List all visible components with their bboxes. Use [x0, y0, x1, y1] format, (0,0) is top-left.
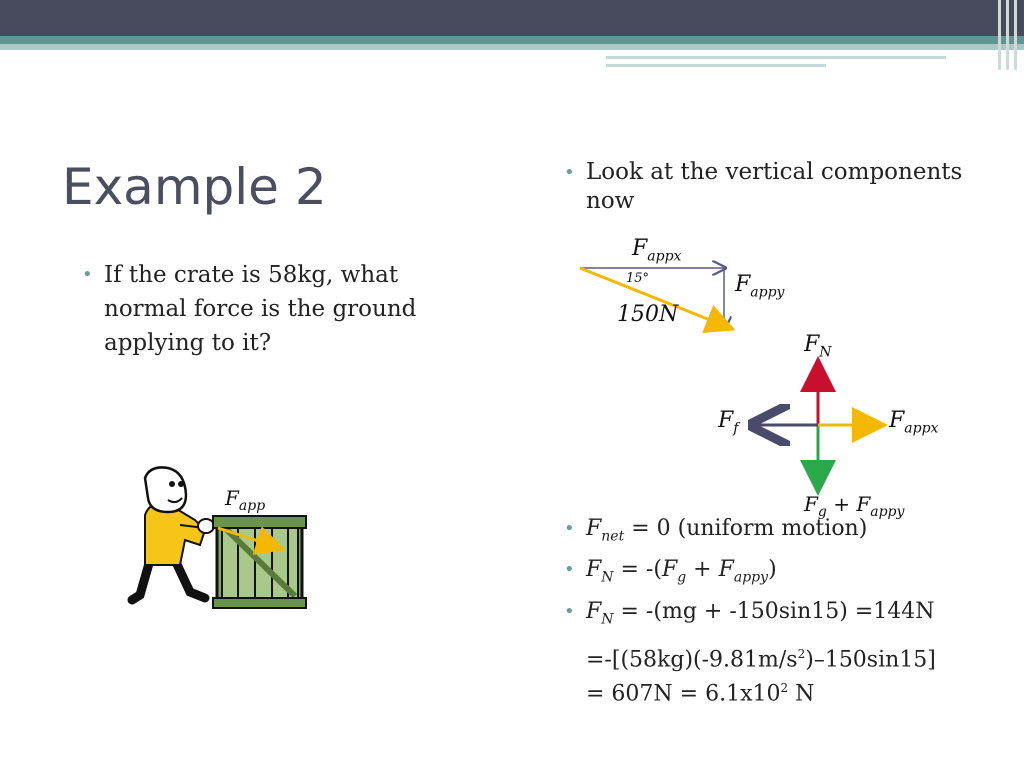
fg-plus-fappy-label: $F_g + F_{appy}$	[804, 492, 905, 520]
crate-illustration	[132, 467, 306, 608]
question-text: • If the crate is 58kg, what normal force is the ground applying to it?	[74, 258, 474, 360]
instruction-text: • Look at the vertical components now	[556, 158, 996, 216]
fappy-label: $F_{appy}$	[735, 272, 785, 301]
force-magnitude-label: 150N	[617, 302, 679, 327]
equation-continuation	[586, 640, 936, 709]
fn-label: $F_N$	[804, 332, 832, 361]
fbd-fappx-label: $F_{appx}$	[889, 408, 939, 437]
equations-list	[556, 512, 1016, 636]
equation-fnet: • $F_{net} = 0$ (uniform motion)	[556, 512, 1016, 553]
angle-label: 15°	[626, 271, 650, 286]
equation-line-5: = $607N = 6.1x10^2$ N	[586, 681, 815, 707]
ff-label: $F_f$	[718, 408, 739, 437]
equation-line-4: $=-[(58kg)(-9.81m/s^2)-150\sin 15]$	[586, 647, 936, 673]
fapp-label: $F_{app}$	[225, 486, 266, 514]
equation-fn-value: • $F_N = -(mg + -150\sin 15) =144N$	[556, 595, 1016, 636]
equation-fn-sum: • $F_N = -(F_g + F_{appy})$	[556, 553, 1016, 594]
fappx-label: $F_{appx}$	[632, 236, 682, 265]
slide-title: Example 2	[62, 158, 327, 216]
